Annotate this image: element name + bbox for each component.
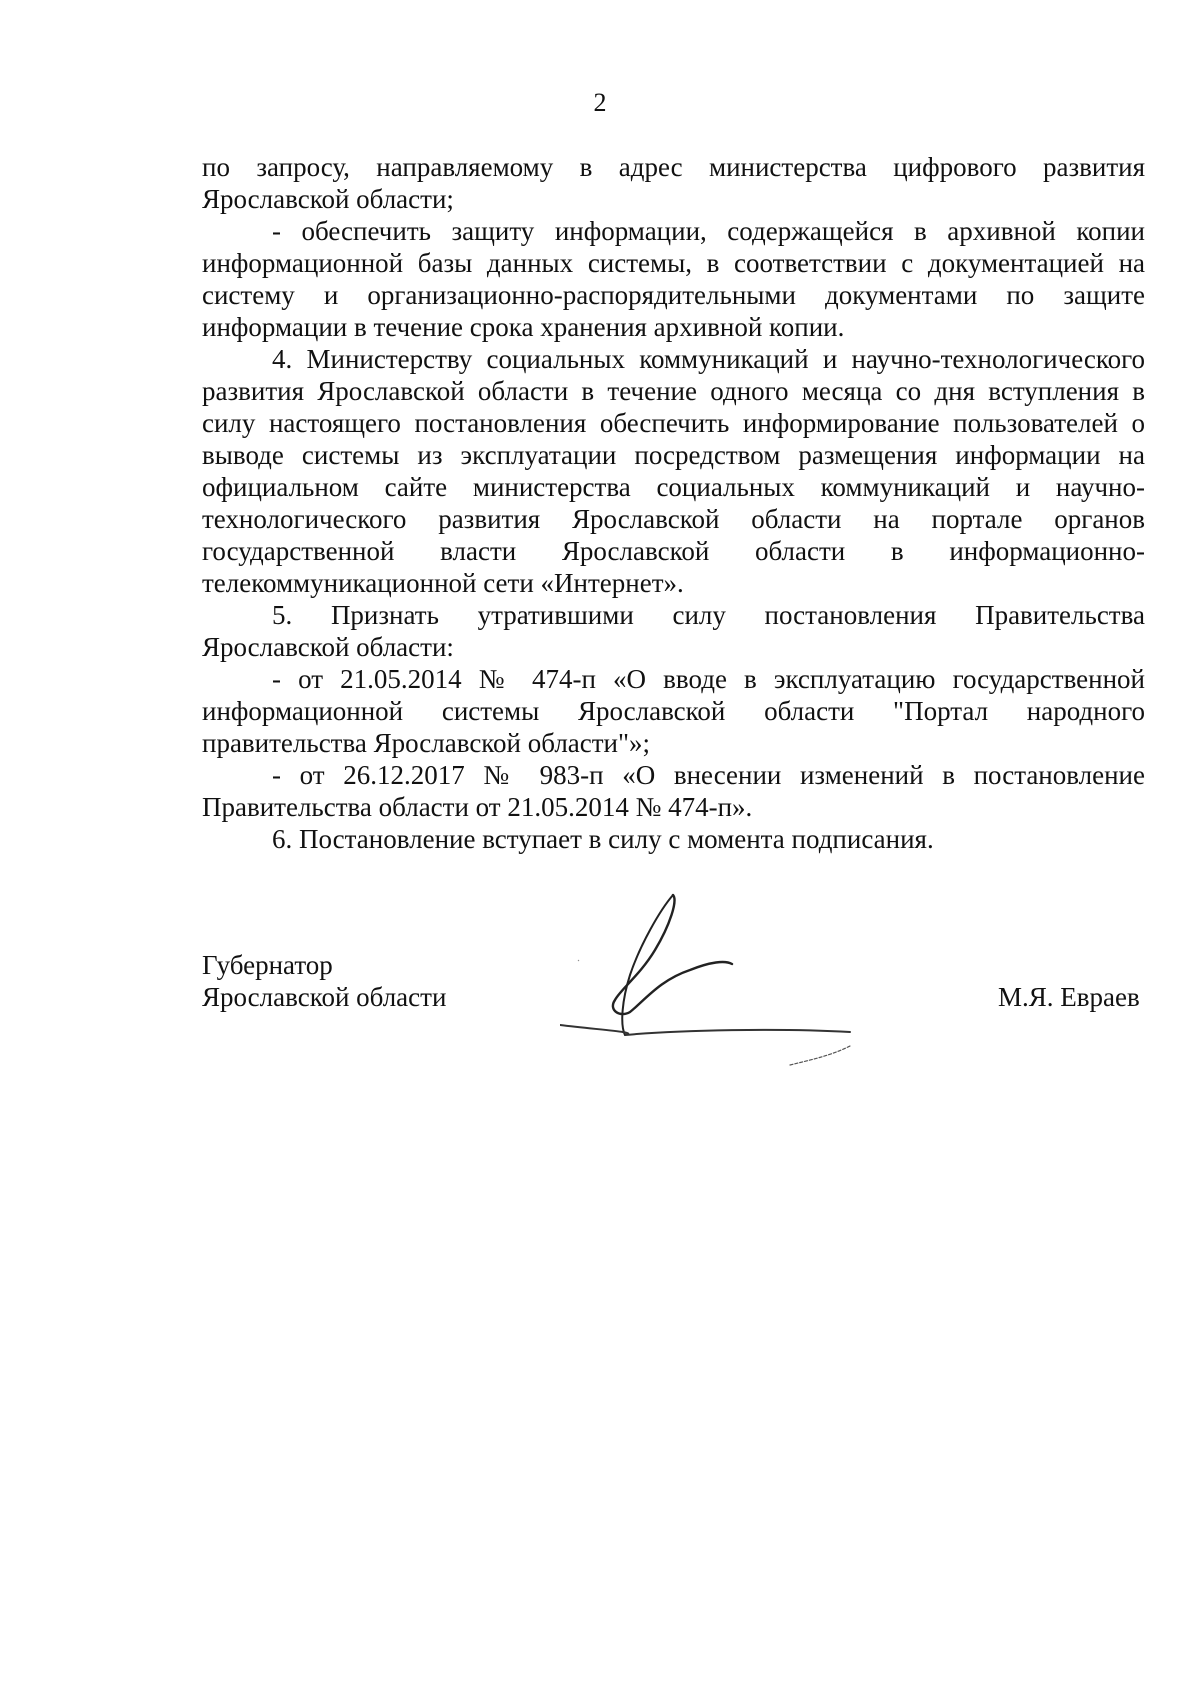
text-line: систему и организационно-распорядительными документами по защите [202,280,1145,310]
text-line: выводе системы из эксплуатации посредством размещения информации на [202,440,1145,470]
signatory-title: Губернатор [202,950,333,980]
text-line: по запросу, направляемому в адрес министерства цифрового развития [202,152,1145,182]
page-number: 2 [593,88,607,117]
signatory-region: Ярославской области [202,982,447,1012]
text-line: развития Ярославской области в течение одного месяца со дня вступления в [202,376,1145,406]
text-line: - обеспечить защиту информации, содержащейся в архивной копии [272,216,1145,246]
text-line: технологического развития Ярославской области на портале органов [202,504,1145,534]
handwritten-signature [560,880,940,1070]
text-line: государственной власти Ярославской области в информационно- [202,536,1145,566]
text-line: - от 26.12.2017 № 983-п «О внесении изменений в постановление [272,760,1145,790]
text-line: силу настоящего постановления обеспечить информирование пользователей о [202,408,1145,438]
text-line: 4. Министерству социальных коммуникаций и научно-технологического [272,344,1145,374]
text-line: информации в течение срока хранения архивной копии. [202,312,845,342]
text-line: информационной базы данных системы, в соответствии с документацией на [202,248,1145,278]
text-line: 6. Постановление вступает в силу с момента подписания. [272,824,934,854]
text-line: информационной системы Ярославской области "Портал народного [202,696,1145,726]
text-line: Правительства области от 21.05.2014 № 474-п». [202,792,753,822]
signatory-position [202,949,446,1013]
text-line: - от 21.05.2014 № 474-п «О вводе в эксплуатацию государственной [272,664,1145,694]
text-line: правительства Ярославской области"»; [202,728,651,758]
text-line: Ярославской области: [202,632,454,662]
text-line: официальном сайте министерства социальных коммуникаций и научно- [202,472,1145,502]
text-line: 5. Признать утратившими силу постановления Правительства [272,600,1145,630]
text-line: Ярославской области; [202,184,454,214]
signatory-name: М.Я. Евраев [998,982,1140,1012]
document-body [202,151,1145,855]
text-line: телекоммуникационной сети «Интернет». [202,568,684,598]
